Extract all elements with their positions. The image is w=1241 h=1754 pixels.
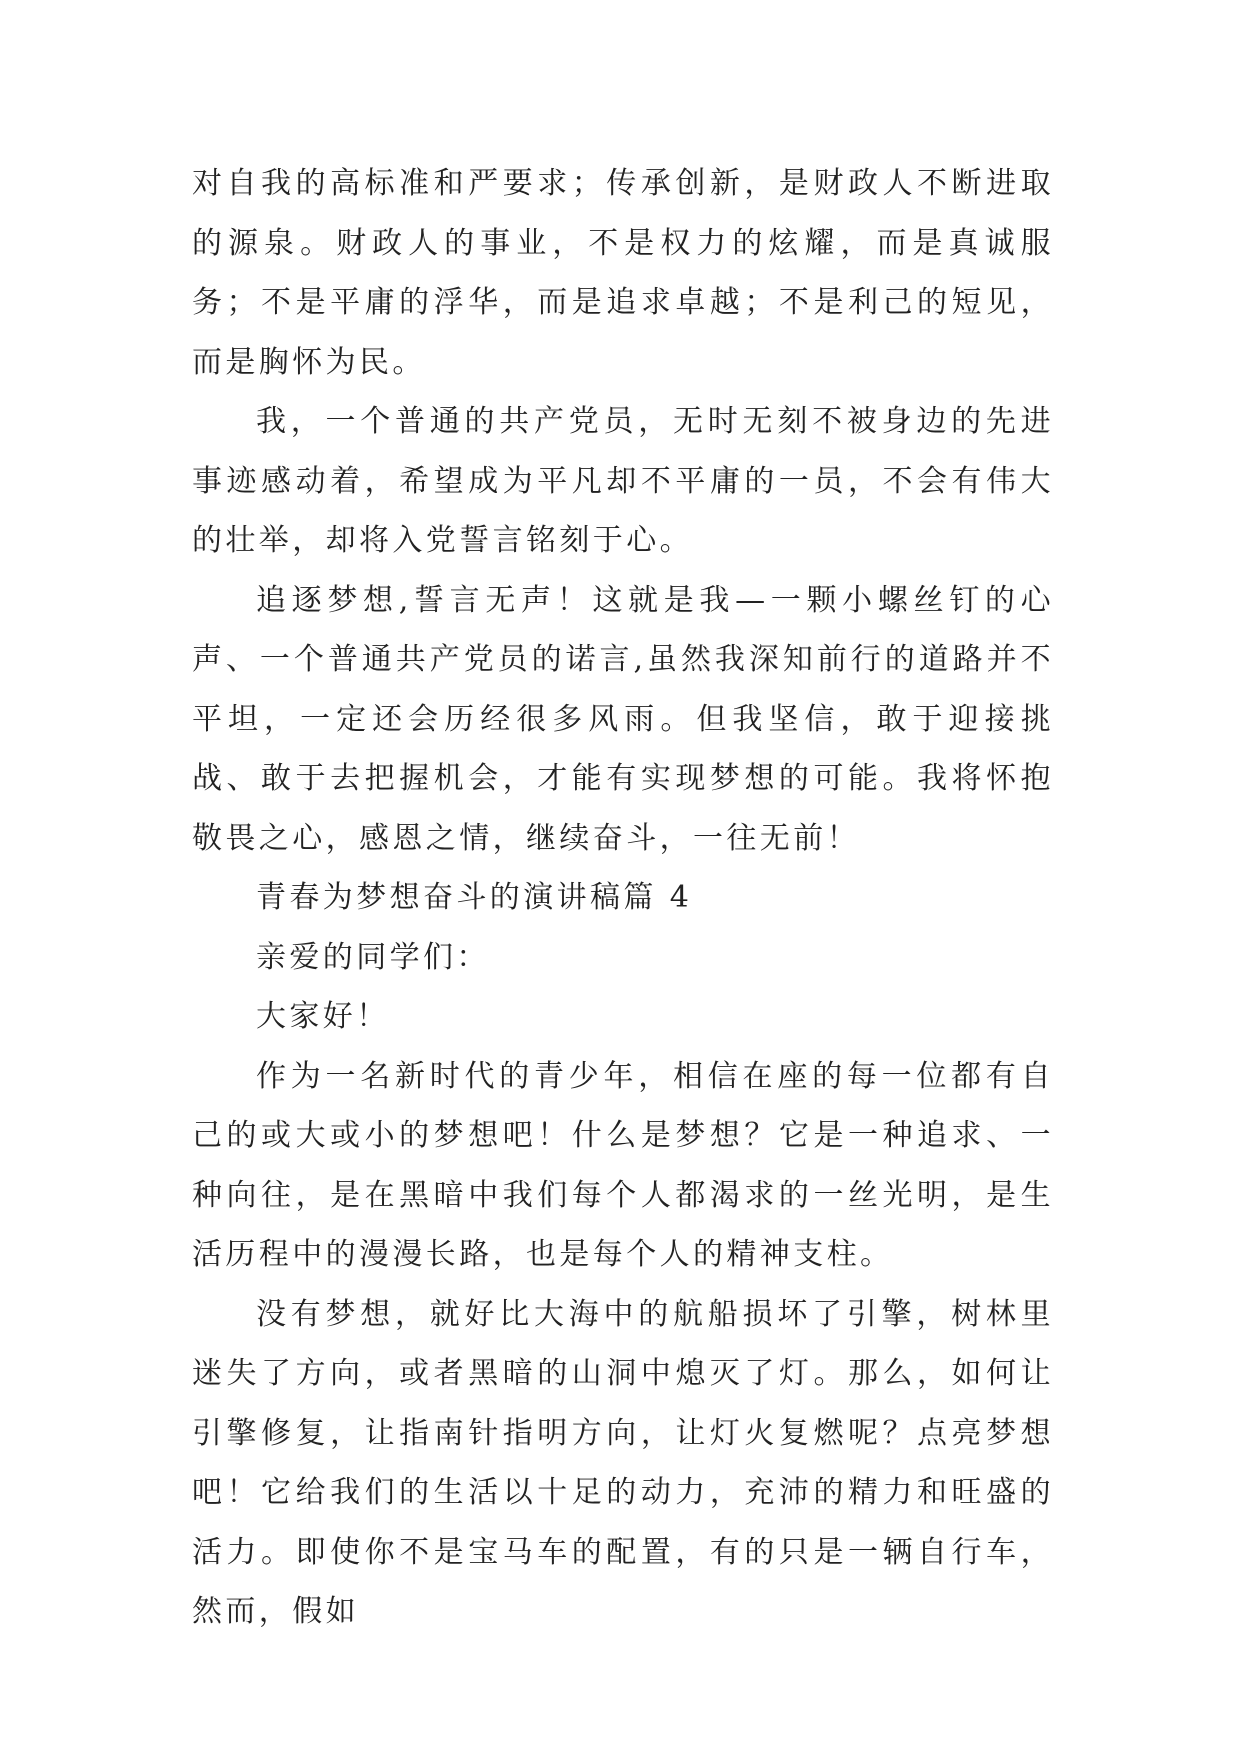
paragraph-party-member: 我，一个普通的共产党员，无时无刻不被身边的先进事迹感动着，希望成为平凡却不平庸的一员，不会有伟大的壮举，却将入党誓言铭刻于心。 (192, 404, 1054, 558)
paragraph-chasing-dreams: 追逐梦想,誓言无声！这就是我—一颗小螺丝钉的心声、一个普通共产党员的诺言,虽然我深知前行的道路并不平坦，一定还会历经很多风雨。但我坚信，敢于迎接挑战、敢于去把握机会，才能有实现梦想的可能。我将怀抱敬畏之心，感恩之情，继续奋斗，一往无前！ (192, 582, 1054, 856)
paragraph-continuation: 对自我的高标准和严要求；传承创新，是财政人不断进取的源泉。财政人的事业，不是权力的炫耀，而是真诚服务；不是平庸的浮华，而是追求卓越；不是利己的短见，而是胸怀为民。 (192, 166, 1054, 380)
section-heading: 青春为梦想奋斗的演讲稿篇 4 (256, 880, 693, 915)
salutation: 亲爱的同学们： (256, 939, 490, 975)
greeting: 大家好！ (256, 999, 390, 1034)
paragraph-what-is-dream: 作为一名新时代的青少年，相信在座的每一位都有自己的或大或小的梦想吧！什么是梦想？它是一种追求、一种向往，是在黑暗中我们每个人都渴求的一丝光明，是生活历程中的漫漫长路，也是每个人的精神支柱。 (192, 1058, 1054, 1272)
document-body (192, 154, 1054, 1642)
paragraph-without-dream: 没有梦想，就好比大海中的航船损坏了引擎，树林里迷失了方向，或者黑暗的山洞中熄灭了灯。那么，如何让引擎修复，让指南针指明方向，让灯火复燃呢？点亮梦想吧！它给我们的生活以十足的动力，充沛的精力和旺盛的活力。即使你不是宝马车的配置，有的只是一辆自行车，然而，假如 (192, 1296, 1054, 1629)
